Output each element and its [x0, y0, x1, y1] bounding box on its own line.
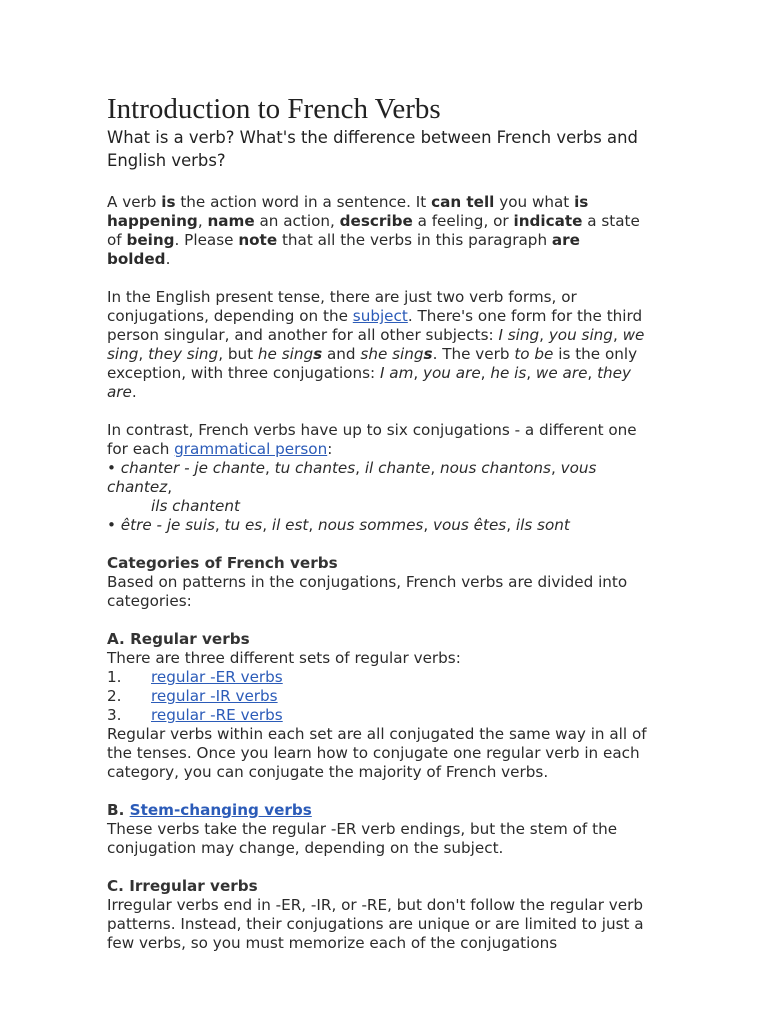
- intro-text: . Please: [174, 231, 239, 249]
- separator: ,: [355, 459, 365, 477]
- list-item: [107, 706, 647, 725]
- italic-example: I am: [379, 364, 414, 382]
- italic-stem: he sing: [257, 345, 314, 363]
- separator: ,: [506, 516, 516, 534]
- bold-verb: note: [238, 231, 278, 249]
- intro-text: ,: [197, 212, 208, 230]
- english-text: and: [322, 345, 361, 363]
- categories-heading: Categories of French verbs: [107, 554, 338, 572]
- regular-er-link[interactable]: regular -ER verbs: [151, 668, 283, 686]
- conjugation: il chante: [364, 459, 431, 477]
- conjugation: tu chantes: [274, 459, 356, 477]
- bold-verb: are bolded: [107, 231, 580, 268]
- english-text: In the English present tense, there are just two verb forms, or conjugations, depending on the: [107, 288, 577, 325]
- regular-heading: A. Regular verbs: [107, 630, 250, 648]
- irregular-text: Irregular verbs end in -ER, -IR, or -RE, but don't follow the regular verb patterns. Instead, their conjugations are unique or are limited to just a few verbs, so you must memorize each of the conjugations: [107, 896, 644, 952]
- intro-text: the action word in a sentence. It: [175, 193, 432, 211]
- separator: ,: [423, 516, 434, 534]
- separator: ,: [264, 459, 275, 477]
- intro-text: a feeling, or: [412, 212, 514, 230]
- bullet-icon: •: [107, 516, 116, 534]
- bold-verb: is happening: [107, 193, 589, 230]
- italic-example: they sing: [148, 345, 219, 363]
- intro-paragraph: [107, 193, 647, 269]
- intro-text: a state of: [107, 212, 640, 249]
- conjugation: nous chantons: [439, 459, 551, 477]
- conjugation: être - je suis: [120, 516, 215, 534]
- italic-example: to be: [514, 345, 554, 363]
- conjugation: chanter - je chante: [120, 459, 265, 477]
- english-text: . The verb: [432, 345, 515, 363]
- separator: ,: [167, 478, 173, 496]
- intro-text: that all the verbs in this paragraph: [277, 231, 552, 249]
- conjugation: vous chantez: [107, 459, 597, 496]
- stem-text: These verbs take the regular -ER verb endings, but the stem of the conjugation may change, depending on the subject.: [107, 820, 618, 857]
- separator: ,: [262, 516, 272, 534]
- italic-example: [258, 345, 322, 363]
- list-number: 2.: [107, 687, 122, 705]
- grammatical-person-link[interactable]: grammatical person: [174, 440, 328, 458]
- stem-heading: [107, 801, 647, 820]
- stem-changing-link[interactable]: Stem-changing verbs: [129, 801, 312, 819]
- regular-re-link[interactable]: regular -RE verbs: [151, 706, 283, 724]
- stem-prefix: B.: [107, 801, 130, 819]
- english-text: is the only exception, with three conjugations:: [107, 345, 638, 382]
- list-item: [107, 668, 647, 687]
- italic-example: we sing: [107, 326, 645, 363]
- english-text: ,: [138, 345, 149, 363]
- french-text: :: [327, 440, 333, 458]
- regular-after-text: Regular verbs within each set are all conjugated the same way in all of the tenses. Once you learn how to conjugate one regular verb in each category, you can conjugate the majority of French verbs.: [107, 725, 647, 781]
- bold-verb: describe: [339, 212, 413, 230]
- english-text: . There's one form for the third person singular, and another for all other subjects:: [107, 307, 643, 344]
- italic-example: you are: [423, 364, 481, 382]
- list-number: 3.: [107, 706, 122, 724]
- french-paragraph: [107, 421, 647, 459]
- bullet-chanter: [107, 459, 647, 516]
- conjugation: vous êtes: [433, 516, 507, 534]
- separator: ,: [430, 459, 440, 477]
- separator: ,: [308, 516, 319, 534]
- bullet-etre: [107, 516, 647, 535]
- conjugation: ils sont: [515, 516, 570, 534]
- english-text: ,: [526, 364, 536, 382]
- bold-verb: name: [207, 212, 255, 230]
- page-subtitle: What is a verb? What's the difference between French verbs and English verbs?: [107, 128, 638, 170]
- bold-ending: s: [313, 345, 323, 363]
- document-page: [107, 93, 647, 953]
- intro-text: you what: [494, 193, 575, 211]
- conjugation: il est: [271, 516, 309, 534]
- intro-text: an action,: [254, 212, 340, 230]
- separator: ,: [550, 459, 561, 477]
- list-item: [107, 687, 647, 706]
- italic-example: we are: [535, 364, 588, 382]
- continuation-indent: [107, 497, 151, 515]
- italic-example: they are: [107, 364, 631, 401]
- conjugation: nous sommes: [318, 516, 424, 534]
- separator: ,: [214, 516, 225, 534]
- list-number: 1.: [107, 668, 122, 686]
- irregular-heading: C. Irregular verbs: [107, 877, 258, 895]
- english-text: ,: [612, 326, 623, 344]
- english-paragraph: [107, 288, 647, 402]
- english-text: ,: [480, 364, 491, 382]
- bold-ending: s: [423, 345, 433, 363]
- english-text: ,: [587, 364, 598, 382]
- italic-example: he is: [490, 364, 527, 382]
- italic-example: you sing: [548, 326, 613, 344]
- english-text: , but: [218, 345, 258, 363]
- english-text: ,: [539, 326, 549, 344]
- conjugation: tu es: [224, 516, 263, 534]
- intro-text: .: [165, 250, 171, 268]
- regular-text: There are three different sets of regular verbs:: [107, 649, 461, 667]
- conjugation: ils chantent: [151, 497, 240, 515]
- english-text: .: [131, 383, 137, 401]
- french-text: In contrast, French verbs have up to six conjugations - a different one for each: [107, 421, 637, 458]
- intro-text: A verb: [107, 193, 162, 211]
- page-title: Introduction to French Verbs: [107, 93, 441, 125]
- italic-example: I sing: [498, 326, 540, 344]
- bold-verb: being: [126, 231, 175, 249]
- subject-link[interactable]: subject: [352, 307, 408, 325]
- bold-verb: can tell: [431, 193, 495, 211]
- bold-verb: indicate: [513, 212, 583, 230]
- bold-verb: is: [161, 193, 176, 211]
- italic-stem: she sing: [360, 345, 424, 363]
- bullet-icon: •: [107, 459, 116, 477]
- regular-ir-link[interactable]: regular -IR verbs: [151, 687, 278, 705]
- italic-example: [360, 345, 432, 363]
- english-text: ,: [413, 364, 424, 382]
- categories-text: Based on patterns in the conjugations, French verbs are divided into categories:: [107, 573, 628, 610]
